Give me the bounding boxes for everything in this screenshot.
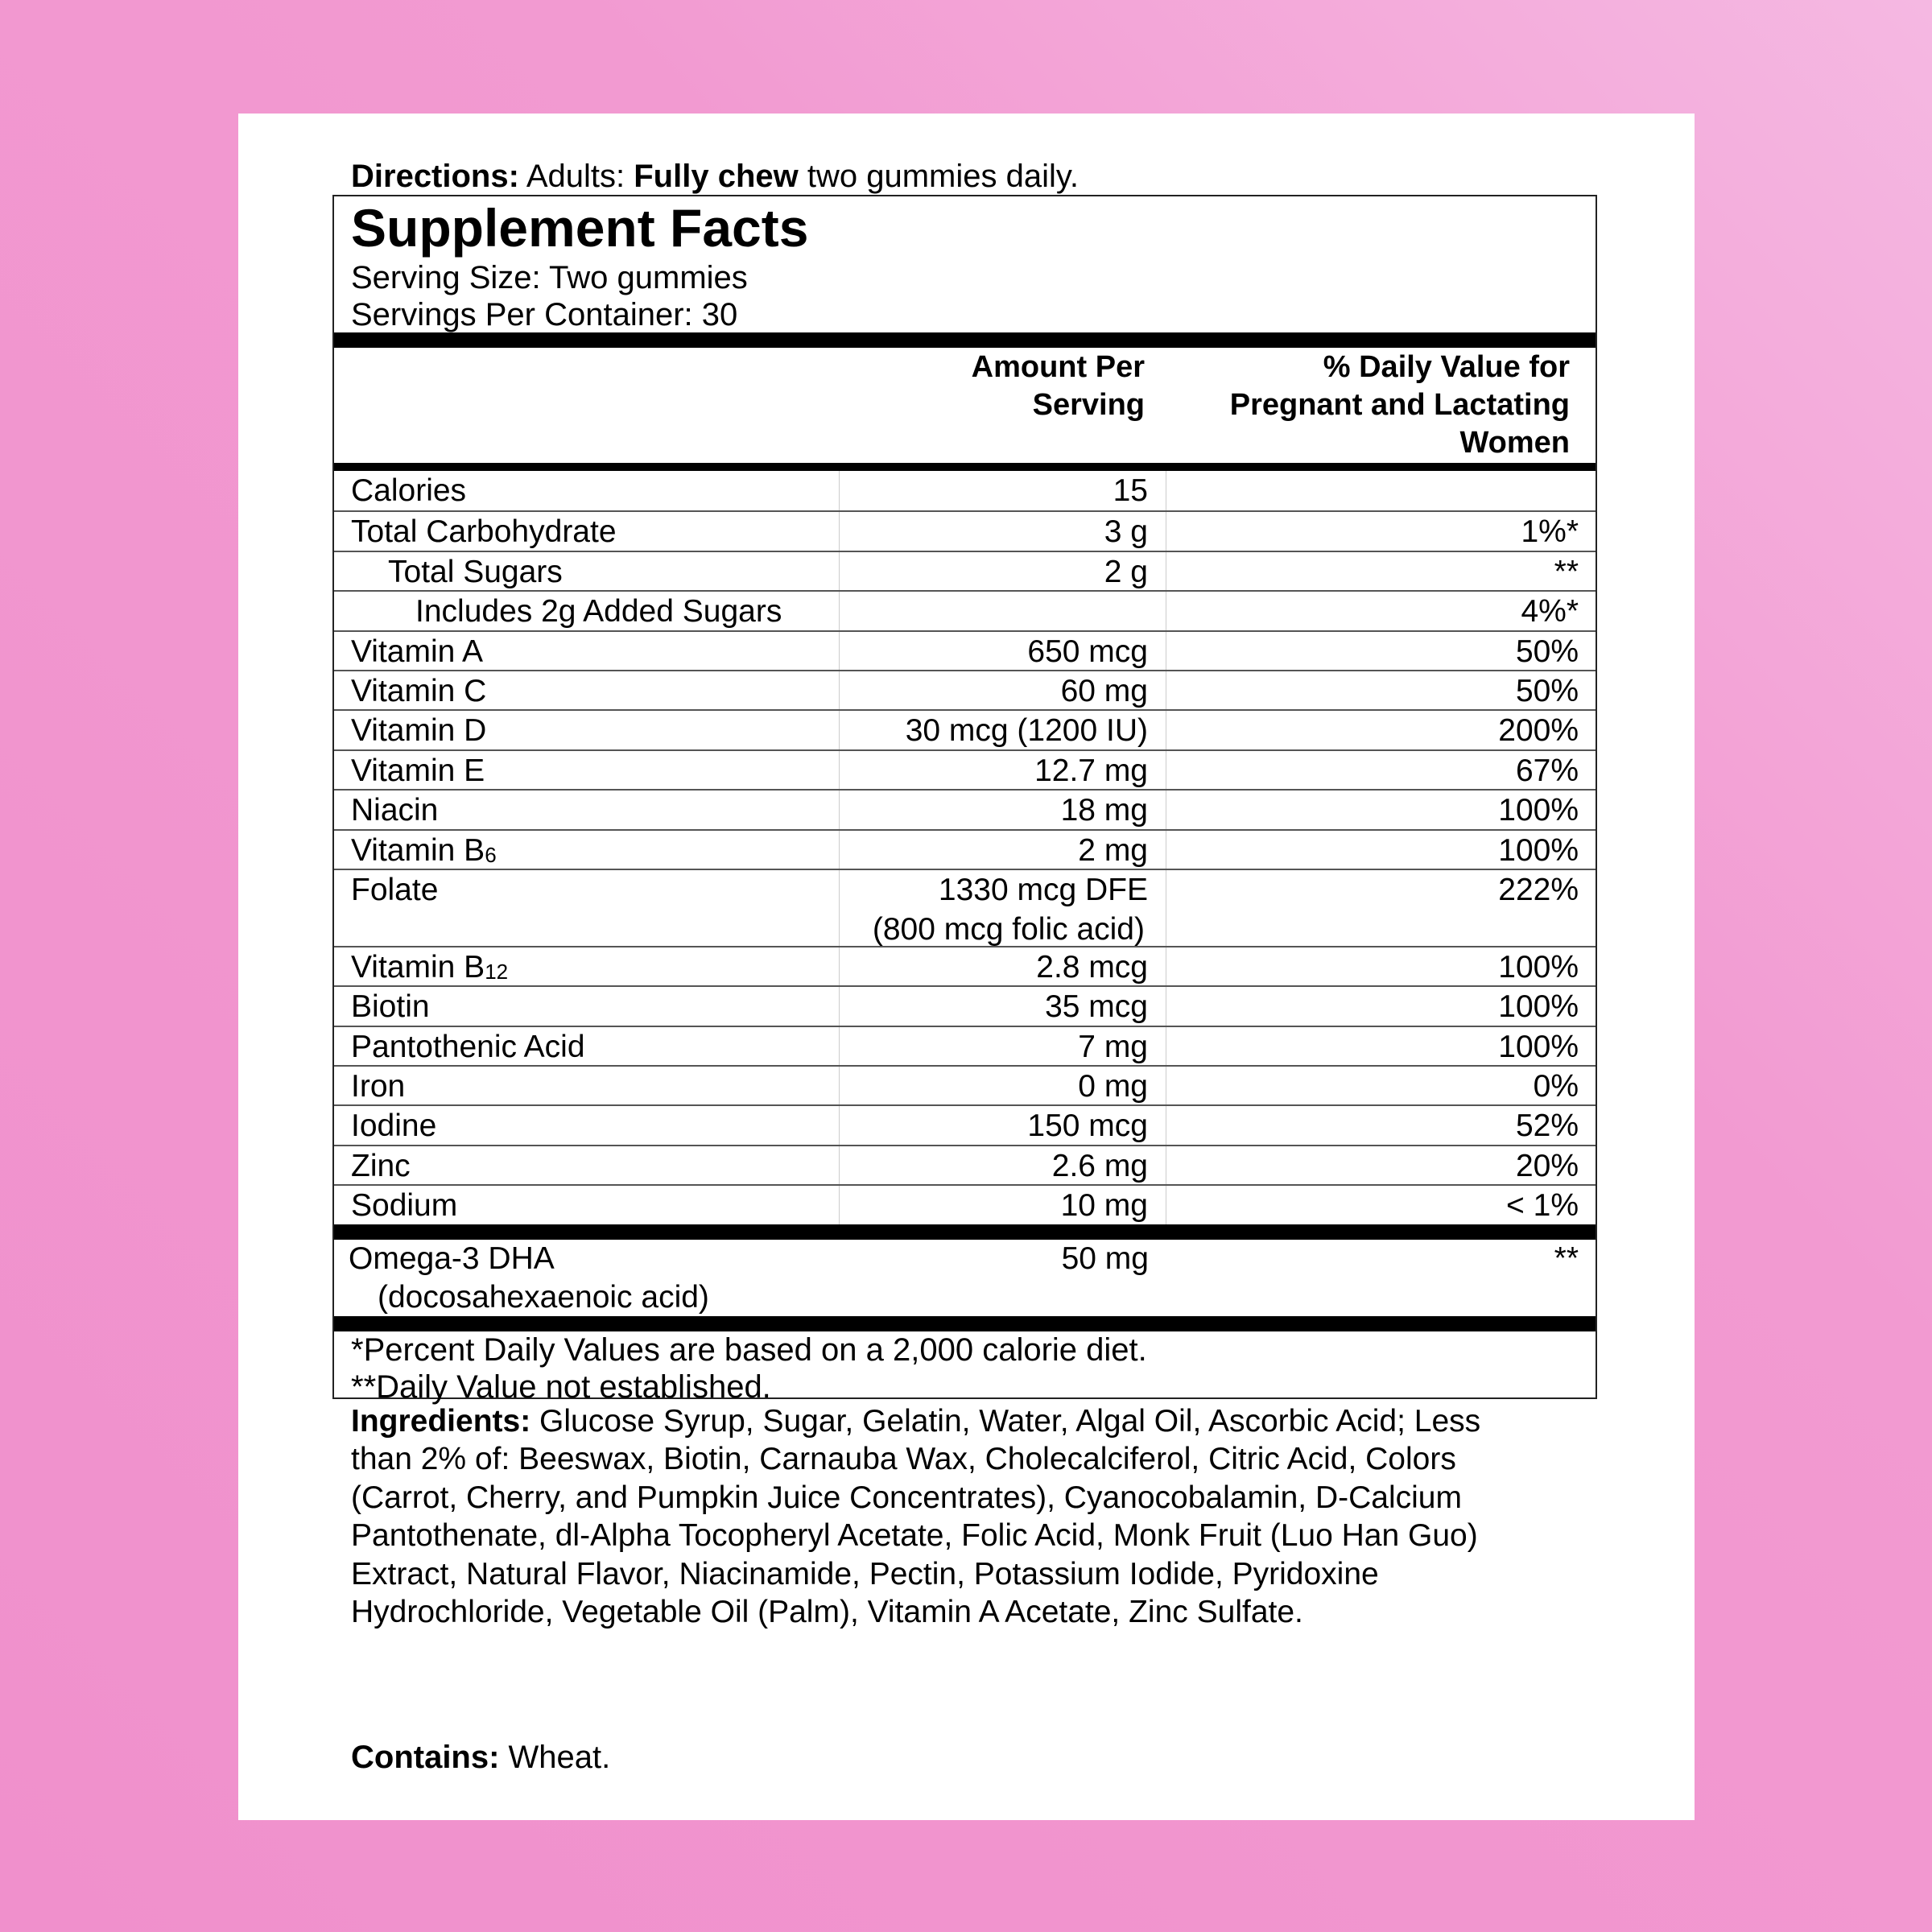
ingredients-text: Glucose Syrup, Sugar, Gelatin, Water, Algal Oil, Ascorbic Acid; Less	[530, 1404, 1481, 1439]
nutrient-name	[334, 751, 840, 789]
header-daily-value	[1165, 348, 1570, 462]
nutrient-amount	[840, 552, 1166, 590]
nutrient-amount	[840, 1027, 1166, 1065]
header-dv-line: Pregnant and Lactating	[1229, 388, 1570, 422]
nutrient-amount	[840, 1186, 1166, 1224]
nutrient-row	[334, 1065, 1596, 1104]
amount-text: 60 mg	[1060, 673, 1148, 708]
nutrient-row	[334, 709, 1596, 749]
nutrient-row	[334, 985, 1596, 1025]
nutrient-amount	[840, 1067, 1166, 1104]
nutrient-name-text: Iodine	[351, 1108, 437, 1144]
amount-text: 10 mg	[1060, 1188, 1148, 1224]
nutrient-name-text: Biotin	[351, 989, 430, 1025]
nutrient-amount	[840, 947, 1166, 985]
nutrient-amount	[840, 831, 1166, 869]
nutrient-name-text: Vitamin B	[351, 949, 485, 985]
nutrient-name-text: Zinc	[351, 1148, 411, 1183]
nutrient-daily-value: 100%	[1498, 793, 1579, 828]
nutrient-name	[334, 711, 840, 749]
supplement-facts-table	[332, 195, 1597, 1405]
omega-name-line: Omega-3 DHA	[349, 1241, 555, 1276]
nutrient-name-text: Total Sugars	[388, 554, 563, 589]
footnote: **Daily Value not established.	[351, 1368, 771, 1405]
nutrient-name	[334, 512, 840, 550]
amount-text: 0 mg	[1078, 1069, 1148, 1104]
facts-title: Supplement Facts	[351, 198, 809, 258]
amount-text: 18 mg	[1060, 793, 1148, 828]
amount-text: 3 g	[1104, 514, 1148, 550]
nutrient-name	[334, 1186, 840, 1224]
contains-allergens	[351, 1739, 610, 1776]
nutrient-daily-value: 100%	[1498, 949, 1579, 985]
omega-name	[334, 1240, 840, 1316]
nutrient-daily-value: 1%*	[1521, 514, 1579, 550]
amount-text: 15	[1113, 473, 1148, 508]
footnotes	[334, 1331, 1596, 1406]
nutrient-row	[334, 869, 1596, 946]
nutrient-name	[334, 1027, 840, 1065]
nutrient-row	[334, 590, 1596, 630]
serving-size: Serving Size: Two gummies	[351, 260, 748, 295]
amount-text: 2.6 mg	[1051, 1148, 1148, 1183]
servings-per-container: Servings Per Container: 30	[351, 297, 738, 332]
nutrient-name-text: Iron	[351, 1069, 406, 1104]
nutrient-amount	[840, 1146, 1166, 1184]
amount-text: 150 mcg	[1027, 1108, 1148, 1144]
amount-text: 2.8 mcg	[1036, 949, 1148, 985]
nutrient-row	[334, 1145, 1596, 1184]
column-headers	[334, 348, 1596, 463]
header-dv-line: % Daily Value for	[1323, 350, 1570, 384]
nutrient-subscript: 12	[485, 959, 509, 984]
nutrient-amount	[840, 592, 1166, 630]
nutrient-name-text: Pantothenic Acid	[351, 1029, 585, 1064]
ingredients-line: Extract, Natural Flavor, Niacinamide, Pectin, Potassium Iodide, Pyridoxine	[351, 1556, 1379, 1591]
nutrient-row	[334, 1184, 1596, 1224]
divider-thick	[334, 332, 1596, 348]
nutrient-amount	[840, 751, 1166, 789]
ingredients-line: (Carrot, Cherry, and Pumpkin Juice Concentrates), Cyanocobalamin, D-Calcium	[351, 1480, 1462, 1515]
nutrient-daily-value	[1166, 471, 1596, 510]
nutrient-amount	[840, 632, 1166, 670]
nutrient-daily-value: 50%	[1515, 634, 1579, 669]
nutrient-amount	[840, 671, 1166, 709]
nutrient-daily-value: 200%	[1498, 713, 1579, 749]
nutrient-daily-value: 67%	[1515, 753, 1579, 788]
nutrient-name-text: Includes 2g Added Sugars	[415, 594, 782, 630]
nutrient-daily-value: 100%	[1498, 832, 1579, 868]
ingredients-line: Pantothenate, dl-Alpha Tocopheryl Acetate, Folic Acid, Monk Fruit (Luo Han Guo)	[351, 1518, 1478, 1554]
nutrient-rows	[334, 471, 1596, 1224]
ingredients-line: than 2% of: Beeswax, Biotin, Carnauba Wax, Cholecalciferol, Citric Acid, Colors	[351, 1442, 1456, 1477]
nutrient-amount	[840, 471, 1166, 510]
nutrient-row	[334, 749, 1596, 789]
nutrient-amount	[840, 987, 1166, 1025]
header-amount-line: Serving	[1032, 388, 1145, 422]
nutrient-amount	[840, 1106, 1166, 1144]
nutrient-daily-value: 100%	[1498, 1029, 1579, 1064]
nutrient-daily-value: 100%	[1498, 989, 1579, 1025]
nutrient-name	[334, 632, 840, 670]
nutrient-daily-value: 50%	[1515, 673, 1579, 708]
amount-text: 35 mcg	[1045, 989, 1148, 1025]
nutrient-name	[334, 1146, 840, 1184]
header-dv-line: Women	[1459, 426, 1570, 460]
nutrient-name-text: Vitamin E	[351, 753, 485, 788]
nutrient-daily-value: 0%	[1533, 1069, 1579, 1104]
directions-emphasis: Fully chew	[634, 159, 799, 194]
nutrient-row	[334, 1026, 1596, 1065]
nutrient-amount	[840, 870, 1166, 946]
nutrient-daily-value: 4%*	[1521, 594, 1579, 630]
nutrient-name-text: Vitamin C	[351, 673, 487, 708]
nutrient-name	[334, 791, 840, 828]
omega-dv: **	[1554, 1241, 1579, 1276]
nutrient-row	[334, 471, 1596, 510]
nutrient-row	[334, 510, 1596, 550]
amount-text: 1330 mcg DFE	[938, 872, 1148, 907]
nutrient-row	[334, 670, 1596, 709]
nutrient-name-text: Sodium	[351, 1188, 458, 1224]
nutrient-amount	[840, 512, 1166, 550]
nutrient-row	[334, 789, 1596, 828]
ingredients-line	[351, 1402, 1480, 1440]
omega-amount: 50 mg	[1061, 1241, 1149, 1276]
nutrient-daily-value: 52%	[1515, 1108, 1579, 1144]
nutrient-subscript: 6	[485, 842, 497, 867]
nutrient-name	[334, 671, 840, 709]
divider-medium	[334, 463, 1596, 471]
directions-text: Adults:	[518, 159, 634, 194]
divider-thick	[334, 1316, 1596, 1331]
ingredients-line: Hydrochloride, Vegetable Oil (Palm), Vitamin A Acetate, Zinc Sulfate.	[351, 1595, 1303, 1630]
nutrient-row	[334, 630, 1596, 670]
nutrient-daily-value: **	[1554, 554, 1579, 589]
amount-text: 7 mg	[1078, 1029, 1148, 1064]
amount-text: 2 mg	[1078, 832, 1148, 868]
nutrient-name	[334, 552, 840, 590]
nutrient-name-text: Niacin	[351, 793, 439, 828]
nutrient-row	[334, 829, 1596, 869]
nutrient-daily-value: < 1%	[1506, 1188, 1579, 1224]
nutrient-name	[334, 870, 840, 946]
nutrient-amount	[840, 791, 1166, 828]
nutrient-name	[334, 1067, 840, 1104]
nutrient-name-text: Vitamin A	[351, 634, 484, 669]
nutrient-daily-value: 20%	[1515, 1148, 1579, 1183]
nutrient-name-text: Vitamin D	[351, 713, 487, 749]
omega-name-detail: (docosahexaenoic acid)	[378, 1279, 709, 1315]
nutrient-name-text: Vitamin B	[351, 832, 485, 868]
omega-row	[334, 1240, 1596, 1316]
facts-header	[334, 196, 1596, 332]
nutrient-row	[334, 1104, 1596, 1144]
amount-detail: (800 mcg folic acid)	[872, 911, 1145, 947]
nutrient-name-text: Folate	[351, 872, 439, 907]
directions-text-end: two gummies daily.	[798, 159, 1080, 194]
amount-text: 2 g	[1104, 554, 1148, 589]
nutrient-amount	[840, 711, 1166, 749]
nutrient-name	[334, 947, 840, 985]
nutrient-name	[334, 1106, 840, 1144]
directions-label: Directions:	[351, 159, 519, 194]
header-amount-line: Amount Per	[971, 350, 1145, 384]
ingredients-label: Ingredients:	[351, 1404, 531, 1439]
contains-text: Wheat.	[499, 1740, 611, 1775]
nutrient-daily-value: 222%	[1498, 872, 1579, 907]
header-amount	[838, 348, 1145, 424]
nutrient-name	[334, 987, 840, 1025]
divider-thick	[334, 1224, 1596, 1240]
nutrient-name	[334, 471, 840, 510]
nutrient-row	[334, 551, 1596, 590]
nutrient-name-text: Calories	[351, 473, 467, 508]
nutrient-name	[334, 831, 840, 869]
ingredients	[351, 1402, 1480, 1631]
nutrient-name-text: Total Carbohydrate	[351, 514, 617, 550]
contains-label: Contains:	[351, 1740, 500, 1775]
amount-text: 650 mcg	[1027, 634, 1148, 669]
nutrient-row	[334, 946, 1596, 985]
amount-text: 30 mcg (1200 IU)	[905, 713, 1148, 749]
footnote: *Percent Daily Values are based on a 2,000 calorie diet.	[351, 1331, 1147, 1368]
amount-text: 12.7 mg	[1034, 753, 1148, 788]
nutrient-name	[334, 592, 840, 630]
directions	[351, 158, 1079, 195]
